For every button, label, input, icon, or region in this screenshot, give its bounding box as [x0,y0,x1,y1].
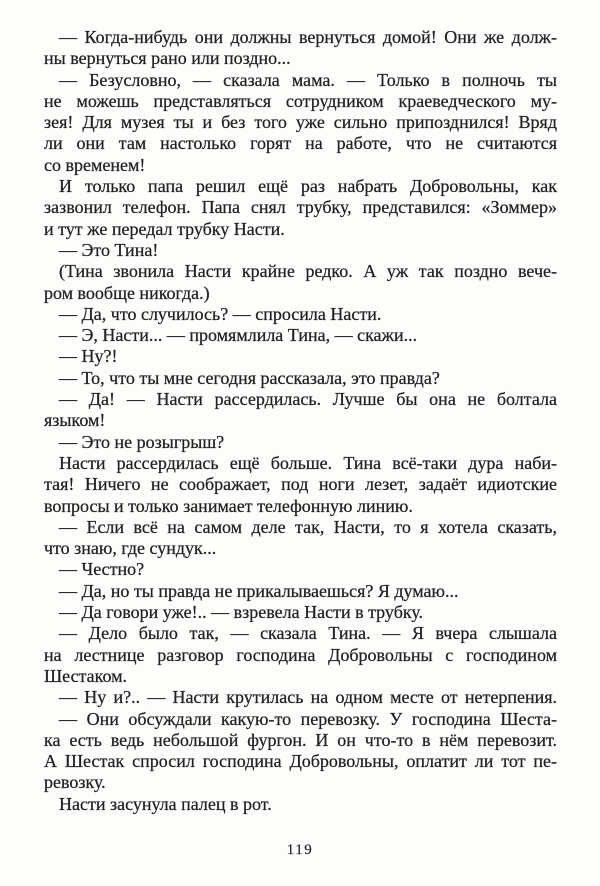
paragraph [44,261,557,304]
paragraph [44,70,557,176]
paragraph [44,709,557,794]
paragraph [44,559,557,580]
text-line: — То, что ты мне сегодня рассказала, это правда? [59,367,440,388]
text-line: — Да! — Насти рассердилась. Лучше бы она не болтала [59,389,557,410]
paragraph [44,27,557,70]
text-line: со временем! [44,154,146,175]
page-text [44,27,557,815]
paragraph [44,368,557,389]
text-line: на лестнице разговор господина Добровольны с господином [44,644,557,665]
text-line: — Честно? [59,559,145,580]
text-line: — Безусловно, — сказала мама. — Только в полночь ты [59,69,557,90]
paragraph [44,346,557,367]
text-line: — Они обсуждали какую-то перевозку. У господина Шеста- [59,708,557,729]
paragraph [44,687,557,708]
paragraph [44,517,557,560]
text-line: что знаю, где сундук... [44,538,217,559]
text-line: — Дело было так, — сказала Тина. — Я вчера слышала [59,623,557,644]
text-line: ка есть ведь небольшой фургон. И он что-то в нём перевозит. [44,729,557,750]
text-line: и тут же передал трубку Насти. [44,218,285,239]
paragraph [44,794,557,815]
text-line: зея! Для музея ты и без того уже сильно припозднился! Вряд [44,112,557,133]
text-line: — Да, но ты правда не прикалываешься? Я думаю... [59,580,459,601]
text-line: не можешь представляться сотрудником краеведческого му- [44,90,557,111]
text-line: Насти засунула палец в рот. [59,793,272,814]
text-line: — Да говори уже!.. — взревела Насти в трубку. [59,602,424,623]
paragraph [44,581,557,602]
text-line: ром вообще никогда.) [44,282,210,303]
paragraph [44,432,557,453]
text-line: языком! [44,410,106,431]
text-line: — Когда-нибудь они должны вернуться домой! Они же долж- [59,27,557,47]
text-line: (Тина звонила Насти крайне редко. А уж так поздно вече- [59,261,557,282]
text-line: — Ну и?.. — Насти крутилась на одном месте от нетерпения. [59,687,557,708]
paragraph [44,304,557,325]
text-line: — Если всё на самом деле так, Насти, то я хотела сказать, [59,516,557,537]
page-number: 119 [286,842,314,858]
paragraph [44,602,557,623]
paragraph [44,453,557,517]
paragraph [44,623,557,687]
text-line: — Э, Насти... — промямлила Тина, — скажи... [59,325,418,346]
text-line: Шестаком. [44,665,128,686]
paragraph [44,176,557,240]
text-line: тая! Ничего не соображает, под ноги лезет, задаёт идиотские [44,474,557,495]
text-line: ны вернуться рано или поздно... [44,48,291,69]
text-line: зазвонил телефон. Папа снял трубку, представился: «Зоммер» [44,197,557,218]
text-line: — Это не розыгрыш? [59,431,225,452]
text-line: — Это Тина! [59,239,159,260]
text-line: И только папа решил ещё раз набрать Добровольны, как [59,176,557,197]
text-line: ревозку. [44,772,106,793]
text-line: вопросы и только занимает телефонную линию. [44,495,413,516]
paragraph [44,240,557,261]
text-line: Насти рассердилась ещё больше. Тина всё-таки дура наби- [59,452,557,473]
text-line: ли они там настолько горят на работе, что не считаются [44,133,557,154]
text-line: А Шестак спросил господина Добровольны, оплатит ли тот пе- [44,751,557,772]
paragraph [44,389,557,432]
text-line: — Ну?! [59,346,118,367]
paragraph [44,325,557,346]
text-line: — Да, что случилось? — спросила Насти. [59,303,382,324]
